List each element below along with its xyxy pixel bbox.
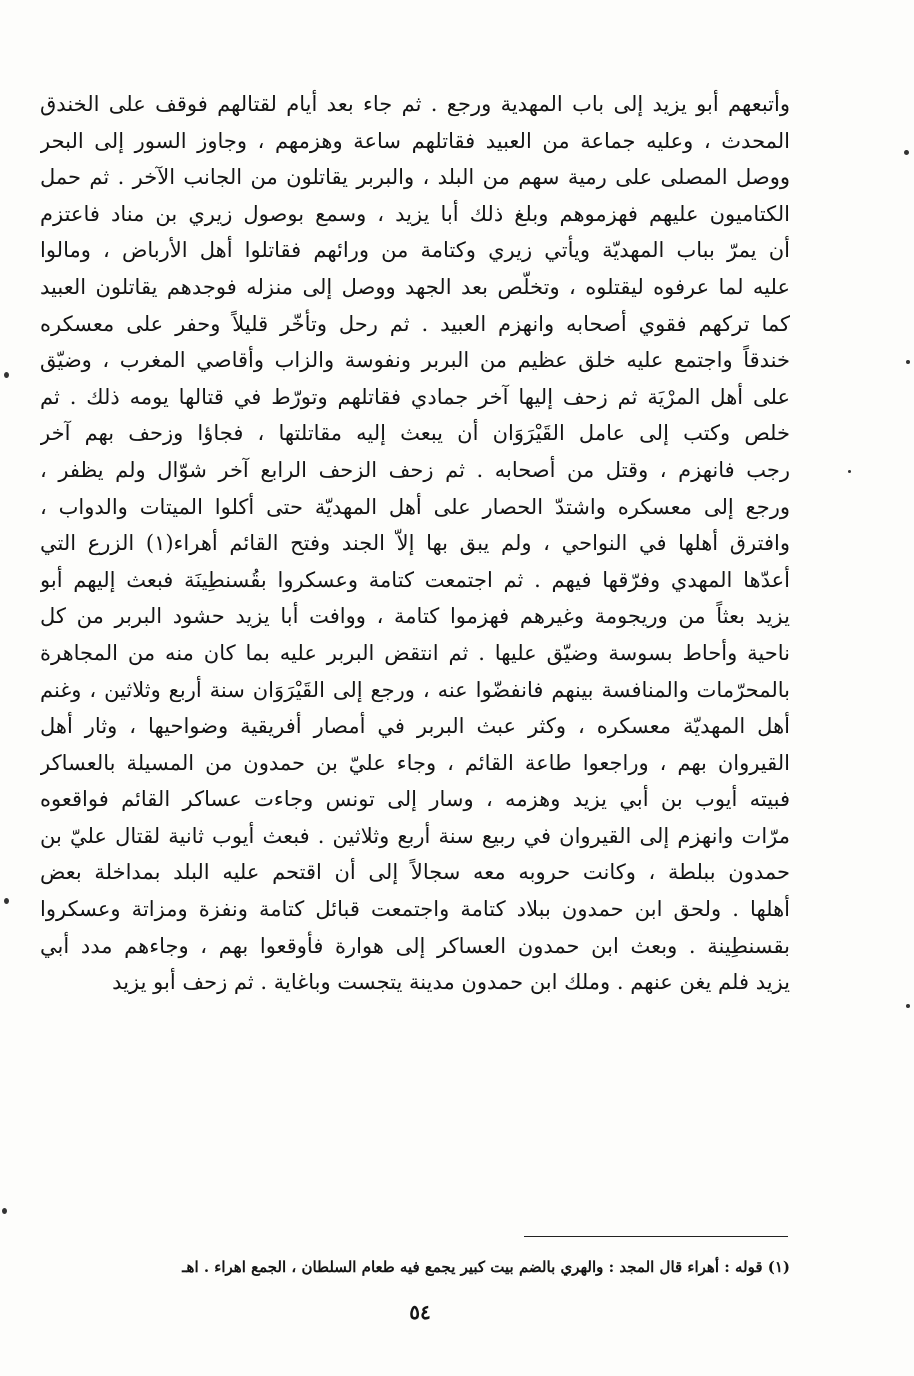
- text-line: كما تركهم فقوي أصحابه وانهزم العبيد . ثم رحل وتأخّر قليلاً وحفر على معسكره: [40, 311, 790, 336]
- text-line: حمدون ببلطة ، وكانت حروبه معه سجالاً إلى أن اقتحم عليه البلد بمداخلة بعض: [40, 860, 790, 885]
- text-line: خلص وكتب إلى عامل القَيْرَوَان أن يبعث إليه مقاتلتها ، فجاؤا وزحف بهم آخر: [40, 421, 790, 446]
- text-line: وافترق أهلها في النواحي ، ولم يبق بها إلاّ الجند وفتح القائم أهراء(١) الزرع التي: [40, 531, 790, 556]
- text-line: أن يمرّ بباب المهديّة ويأتي زيري وكتامة من ورائهم فقاتلوا أهل الأرباض ، ومالوا: [40, 238, 790, 263]
- scan-speck: [2, 1208, 7, 1214]
- footnote: (١) قوله : أهراء قال المجد : والهري بالضم بيت كبير يجمع فيه طعام السلطان ، الجمع اهراء . اهـ: [182, 1258, 790, 1276]
- scan-speck: [906, 1004, 910, 1008]
- footnote-separator: [524, 1236, 788, 1237]
- text-line: أعدّها المهدي وفرّقها فيهم . ثم اجتمعت كتامة وعسكروا بقُسنطِينَة فبعث إليهم أبو: [40, 567, 790, 592]
- main-text-block: [40, 86, 790, 1001]
- text-line: عليه لما عرفوه ليقتلوه ، وتخلّص بعد الجهد ووصل إلى منزله فوجدهم يقاتلون العبيد: [40, 274, 790, 299]
- scan-speck: [906, 360, 910, 364]
- text-line: يزيد بعثاً من وريجومة وغيرهم فهزموا كتامة ، ووافت أبا يزيد حشود البربر من كل: [40, 604, 790, 629]
- text-line: وأتبعهم أبو يزيد إلى باب المهدية ورجع . ثم جاء بعد أيام لقتالهم فوقف على الخندق: [40, 92, 790, 116]
- text-line: يزيد فلم يغن عنهم . وملك ابن حمدون مدينة يتجست وباغاية . ثم زحف أبو يزيد: [112, 970, 790, 995]
- scan-speck: [848, 470, 851, 473]
- text-line: على أهل المرْيَة ثم زحف إليها آخر جمادي فقاتلهم وتورّط في قتالها يومه ذلك . ثم: [40, 384, 790, 409]
- text-line: ووصل المصلى على رمية سهم من البلد ، والبربر يقاتلون من الجانب الآخر . ثم حمل: [40, 165, 790, 190]
- text-line: بالمحرّمات والمنافسة بينهم فانفضّوا عنه ، ورجع إلى القَيْرَوَان سنة أربع وثلاثين ، وغنم: [40, 677, 790, 702]
- text-line: مرّات وانهزم إلى القيروان في ربيع سنة أربع وثلاثين . فبعث أيوب ثانية لقتال عليّ بن: [40, 823, 790, 848]
- text-line: خندقاً واجتمع عليه خلق عظيم من البربر ونفوسة والزاب وأقاصي المغرب ، وضيّق: [40, 348, 790, 373]
- text-line: القيروان بهم ، وراجعوا طاعة القائم ، وجاء عليّ بن حمدون من المسيلة بالعساكر: [40, 750, 790, 775]
- text-line: أهلها . ولحق ابن حمدون ببلاد كتامة واجتمعت قبائل كتامة ونفزة ومزاتة وعسكروا: [40, 897, 790, 922]
- text-line: المحدث ، وعليه جماعة من العبيد فقاتلهم ساعة وهزمهم ، وجاوز السور إلى البحر: [40, 128, 790, 153]
- text-line: فبيته أيوب بن أبي يزيد وهزمه ، وسار إلى تونس وجاءت عساكر القائم فواقعوه: [40, 787, 790, 812]
- scan-speck: [4, 372, 9, 378]
- text-line: أهل المهديّة معسكره ، وكثر عبث البربر في أمصار أفريقية وضواحيها ، وثار أهل: [40, 714, 790, 739]
- scan-speck: [4, 898, 9, 904]
- page-number: ٥٤: [409, 1300, 431, 1324]
- scan-speck: [904, 150, 909, 155]
- text-line: رجب فانهزم ، وقتل من أصحابه . ثم زحف الزحف الرابع آخر شوّال ولم يظفر ،: [40, 457, 790, 482]
- text-line: بقسنطِينة . وبعث ابن حمدون العساكر إلى هوارة فأوقعوا بهم ، وجاءهم مدد أبي: [40, 933, 790, 958]
- text-line: ناحية وأحاط بسوسة وضيّق عليها . ثم انتقض البربر عليه بما كان منه من المجاهرة: [40, 640, 790, 665]
- text-line: الكتاميون عليهم فهزموهم وبلغ ذلك أبا يزيد ، وسمع بوصول زيري بن مناد فاعتزم: [40, 201, 790, 226]
- text-line: ورجع إلى معسكره واشتدّ الحصار على أهل المهديّة حتى أكلوا الميتات والدواب ،: [40, 494, 790, 519]
